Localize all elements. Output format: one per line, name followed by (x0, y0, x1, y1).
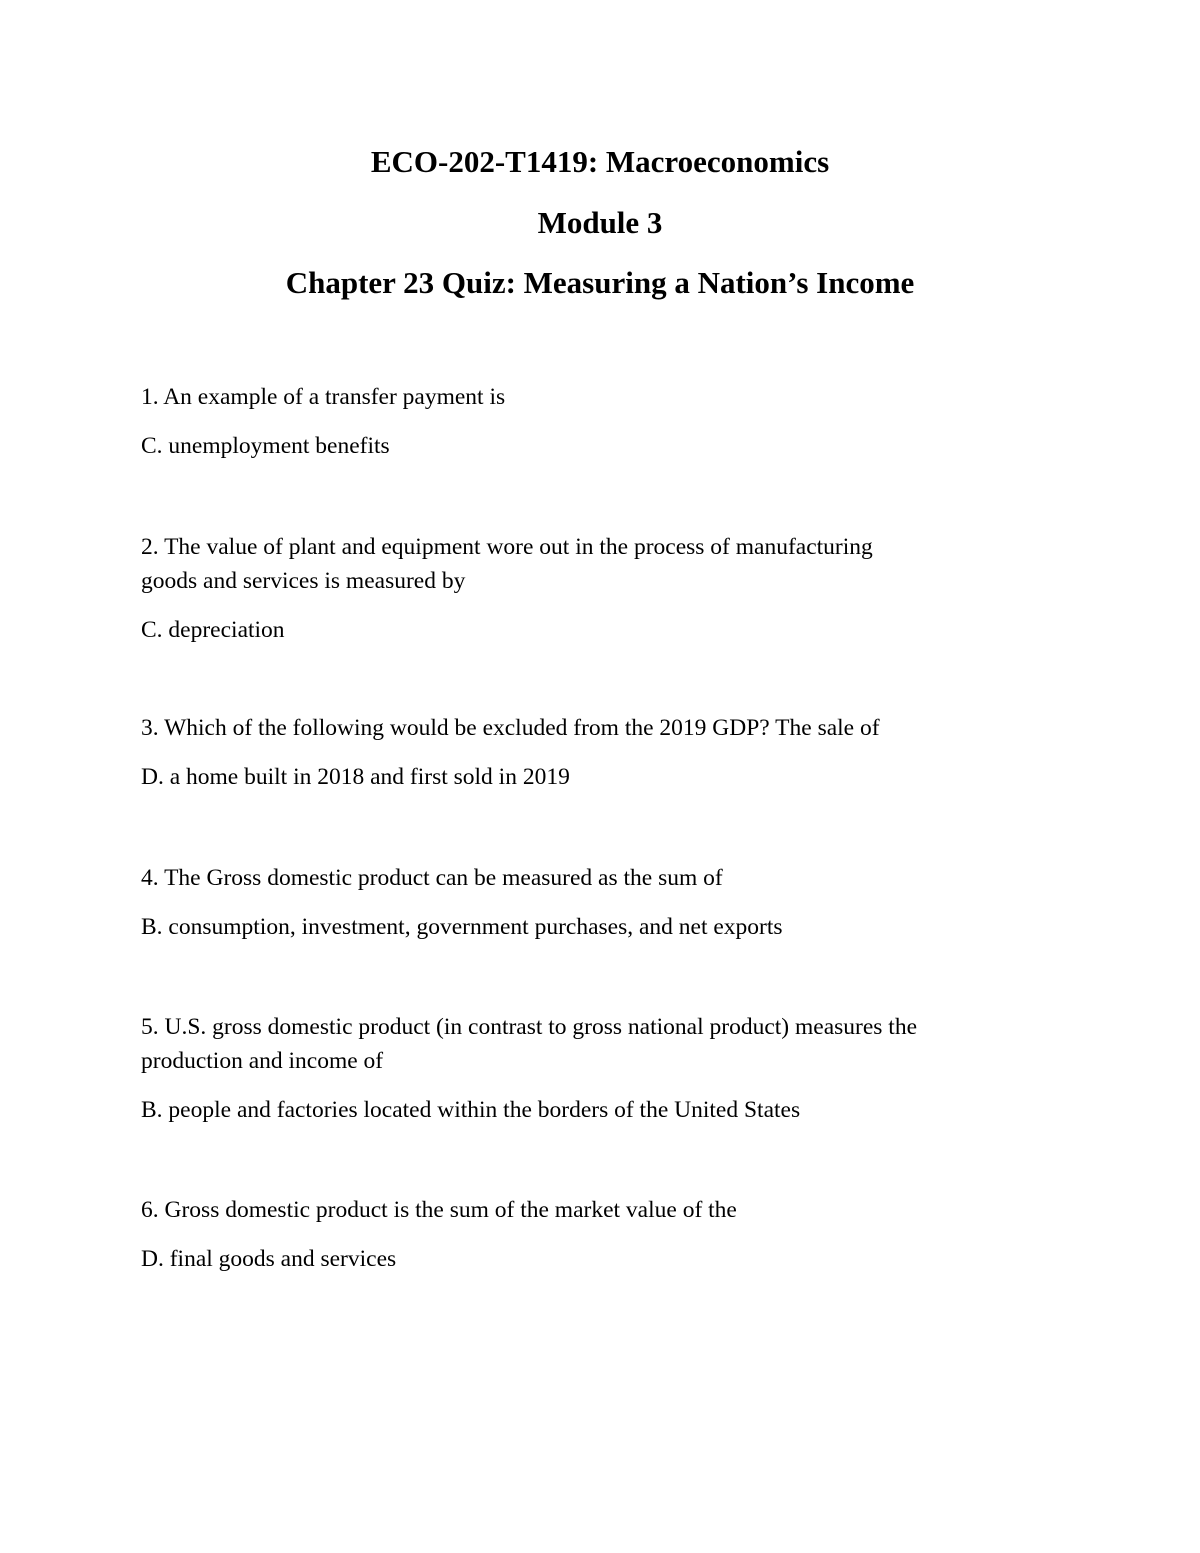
question-5-answer: B. people and factories located within the borders of the United States (141, 1097, 801, 1123)
question-2-text: 2. The value of plant and equipment wore out in the process of manufacturing (141, 534, 873, 560)
quiz-title: Chapter 23 Quiz: Measuring a Nation’s Income (285, 265, 915, 300)
question-4-text: 4. The Gross domestic product can be measured as the sum of (141, 865, 723, 891)
question-6-answer: D. final goods and services (141, 1246, 397, 1272)
question-1-text: 1. An example of a transfer payment is (141, 384, 506, 410)
question-3-answer: D. a home built in 2018 and first sold in 2019 (141, 764, 570, 790)
question-6-text: 6. Gross domestic product is the sum of the market value of the (141, 1197, 737, 1223)
module-title: Module 3 (537, 205, 663, 240)
course-title: ECO-202-T1419: Macroeconomics (370, 144, 830, 179)
question-2-text-continued: goods and services is measured by (141, 568, 466, 594)
question-1-answer: C. unemployment benefits (141, 433, 390, 459)
question-3-text: 3. Which of the following would be excluded from the 2019 GDP? The sale of (141, 715, 880, 741)
question-4-answer: B. consumption, investment, government purchases, and net exports (141, 914, 783, 940)
question-2-answer: C. depreciation (141, 617, 285, 643)
question-5-text: 5. U.S. gross domestic product (in contrast to gross national product) measures the (141, 1014, 918, 1040)
question-5-text-continued: production and income of (141, 1048, 384, 1074)
